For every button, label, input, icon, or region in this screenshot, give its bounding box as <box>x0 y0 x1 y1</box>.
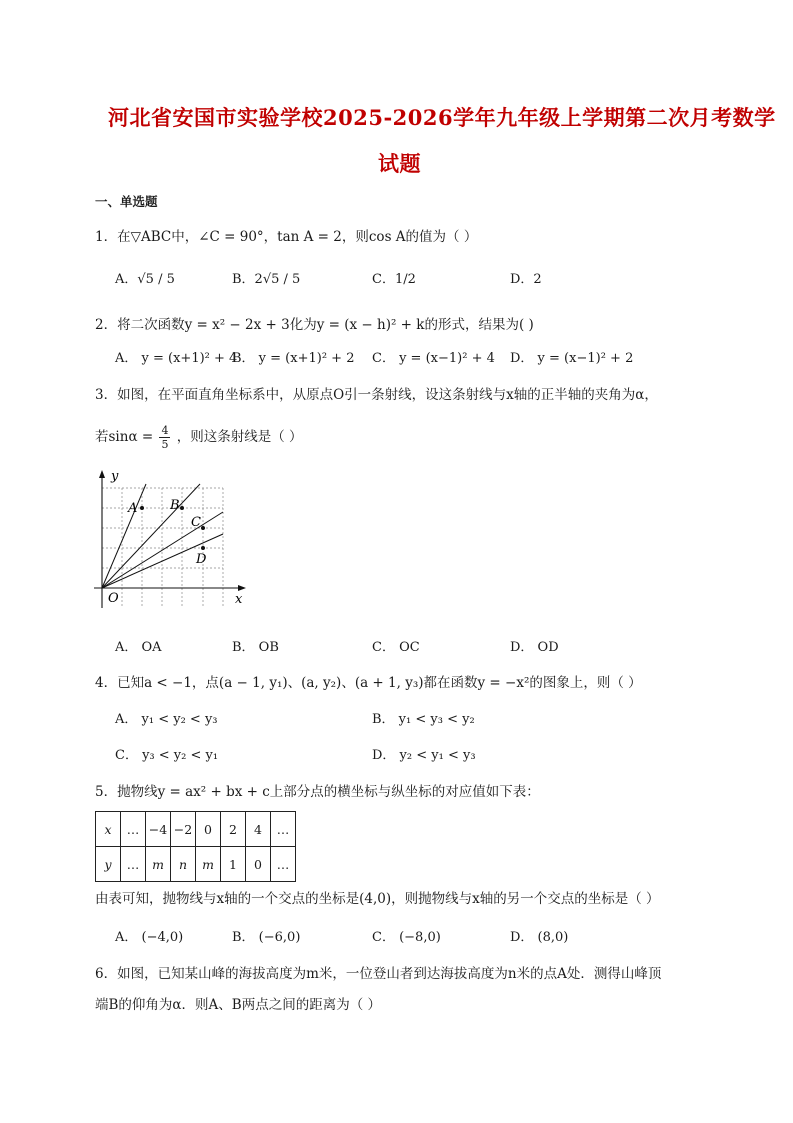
table-cell: y <box>96 847 121 882</box>
table-cell: m <box>196 847 221 882</box>
q3-option-b: B． OB <box>232 640 279 655</box>
table-cell: n <box>171 847 196 882</box>
q3-option-d: D． OD <box>510 640 559 655</box>
table-cell: 1 <box>221 847 246 882</box>
x-axis-label: x <box>235 592 243 607</box>
table-row <box>96 847 296 882</box>
q3-coordinate-figure <box>90 462 255 612</box>
table-cell: … <box>271 847 296 882</box>
point-d-label: D <box>196 552 207 567</box>
q2-option-c: C． y = (x−1)² + 4 <box>372 351 495 366</box>
y-axis-label: y <box>111 469 119 484</box>
question-2-stem: 2．将二次函数y = x² − 2x + 3化为y = (x − h)² + k的形式，结果为( ) <box>95 317 534 333</box>
point-c-label: C <box>191 515 201 530</box>
point-c <box>201 526 205 530</box>
point-a <box>140 506 144 510</box>
q3-sin-prefix: 若sinα = <box>95 429 154 445</box>
table-cell: 2 <box>221 812 246 847</box>
q3-option-c: C． OC <box>372 640 420 655</box>
q4-option-a: A． y₁ < y₂ < y₃ <box>115 712 218 727</box>
q3-fraction-num: 4 <box>161 424 169 437</box>
q3-sin-suffix: ，则这条射线是（ ） <box>176 429 303 445</box>
q5-option-a: A． (−4,0) <box>115 930 184 945</box>
q4-option-d: D． y₂ < y₁ < y₃ <box>372 748 476 763</box>
doc-title-line2: 试题 <box>378 151 421 176</box>
point-b-label: B <box>170 498 180 513</box>
q2-option-b: B． y = (x+1)² + 2 <box>232 351 355 366</box>
x-axis-arrow-icon <box>238 585 246 591</box>
q3-fraction-den: 5 <box>161 438 169 451</box>
q3-fraction <box>159 424 170 451</box>
table-cell: m <box>146 847 171 882</box>
point-b <box>180 506 184 510</box>
q2-option-a: A． y = (x+1)² + 4 <box>115 351 238 366</box>
question-3-stem-line2 <box>95 424 303 451</box>
table-cell: … <box>121 812 146 847</box>
q5-value-table <box>95 811 296 882</box>
question-5-stem: 5．抛物线y = ax² + bx + c上部分点的横坐标与纵坐标的对应值如下表： <box>95 784 540 800</box>
y-axis-arrow-icon <box>99 470 105 478</box>
table-cell: 0 <box>196 812 221 847</box>
table-cell: −4 <box>146 812 171 847</box>
q2-option-d: D． y = (x−1)² + 2 <box>510 351 634 366</box>
question-6-stem-line2: 端B的仰角为α．则A、B两点之间的距离为（ ） <box>95 997 381 1013</box>
point-d <box>201 546 205 550</box>
table-cell: x <box>96 812 121 847</box>
table-cell: 4 <box>246 812 271 847</box>
q1-option-a: A．√5 / 5 <box>115 272 175 287</box>
question-3-stem: 3．如图，在平面直角坐标系中，从原点O引一条射线，设这条射线与x轴的正半轴的夹角为α， <box>95 387 658 403</box>
question-6-stem: 6．如图，已知某山峰的海拔高度为m米，一位登山者到达海拔高度为n米的点A处．测得山峰顶 <box>95 966 662 982</box>
doc-title-line1: 河北省安国市实验学校2025-2026学年九年级上学期第二次月考数学 <box>108 105 776 130</box>
ray-oa <box>102 484 146 588</box>
q5-option-b: B． (−6,0) <box>232 930 301 945</box>
table-cell: … <box>121 847 146 882</box>
q4-option-c: C． y₃ < y₂ < y₁ <box>115 748 219 763</box>
q3-option-a: A． OA <box>115 640 162 655</box>
point-a-label: A <box>128 501 138 516</box>
q1-option-b: B．2√5 / 5 <box>232 272 301 287</box>
question-1-stem: 1．在▽ABC中，∠C = 90°，tan A = 2，则cos A的值为（ ） <box>95 229 478 245</box>
origin-label: O <box>108 591 119 606</box>
q1-option-d: D．2 <box>510 272 542 287</box>
table-cell: … <box>271 812 296 847</box>
question-5-stem-after: 由表可知，抛物线与x轴的一个交点的坐标是(4,0)，则抛物线与x轴的另一个交点的坐标是（ ） <box>95 891 660 907</box>
table-cell: 0 <box>246 847 271 882</box>
q1-option-c: C．1/2 <box>372 272 416 287</box>
section-heading: 一、单选题 <box>95 194 158 209</box>
q5-option-d: D． (8,0) <box>510 930 569 945</box>
table-cell: −2 <box>171 812 196 847</box>
q5-option-c: C． (−8,0) <box>372 930 441 945</box>
table-row <box>96 812 296 847</box>
q4-option-b: B． y₁ < y₃ < y₂ <box>372 712 475 727</box>
question-4-stem: 4．已知a < −1，点(a − 1, y₁)、(a, y₂)、(a + 1, y₃)都在函数y = −x²的图象上，则（ ） <box>95 675 642 691</box>
